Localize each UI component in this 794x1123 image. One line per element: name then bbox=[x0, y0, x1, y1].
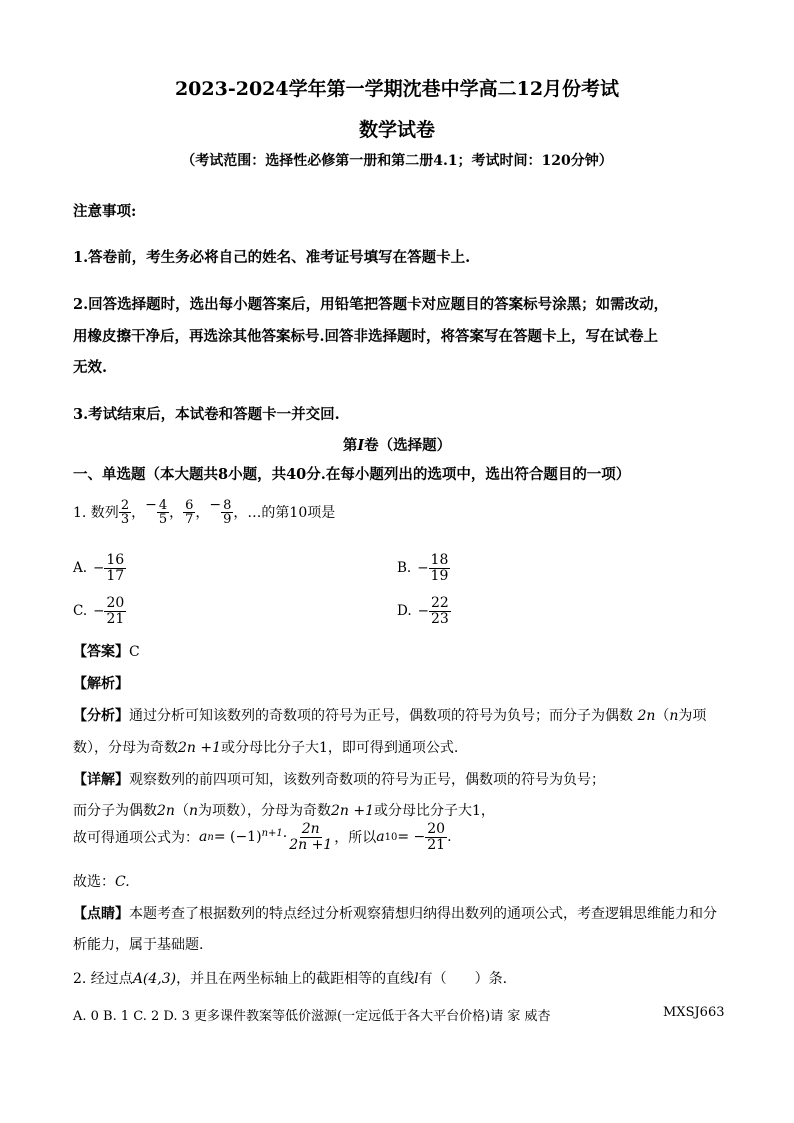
q1-dianjing-line1: 【点睛】本题考查了根据数列的特点经过分析观察猜想归纳得出数列的通项公式，考查逻辑思维能力和分 bbox=[73, 906, 717, 922]
q1-analysis-tag: 【解析】 bbox=[73, 676, 129, 692]
q1-term-1: $\frac{2}{3}$ bbox=[120, 497, 130, 528]
notice-item-2-line3: 无效. bbox=[73, 359, 108, 376]
q2-options-line: A. 0 B. 1 C. 2 D. 3 更多课件教案等低价滋源(一定远低于各大平台价格)请 家 威杏 bbox=[73, 1009, 551, 1024]
q1-option-d[interactable]: D. − $\frac{22}{23}$ bbox=[397, 595, 449, 627]
q1-formula: 故可得通项公式为： a n = (−1) $^{n+1}$ · $\frac{2n}{2n +1}$ ，所以 a 10 = − $\frac{20}{21}$ . bbox=[73, 821, 452, 853]
q1-answer: 【答案】C bbox=[73, 644, 140, 660]
q1-option-b[interactable]: B. − $\frac{18}{19}$ bbox=[397, 552, 449, 584]
part-title: 第I卷（选择题） bbox=[342, 437, 452, 454]
q2-stem: 2. 经过点A(4,3)，并且在两坐标轴上的截距相等的直线l有（ ）条. bbox=[73, 971, 508, 987]
notice-item-2-line2: 用橡皮擦干净后，再选涂其他答案标号.回答非选择题时，将答案写在答题卡上，写在试卷上 bbox=[73, 328, 659, 345]
notice-item-2-line1: 2.回答选择题时，选出每小题答案后，用铅笔把答题卡对应题目的答案标号涂黑；如需改动， bbox=[73, 296, 669, 313]
q1-term-3: $\frac{6}{7}$ bbox=[185, 497, 194, 528]
q1-xiangjie-line1: 【详解】观察数列的前四项可知，该数列奇数项的符号为正号，偶数项的符号为负号； bbox=[73, 772, 605, 788]
q1-choose: 故选：C. bbox=[73, 874, 130, 890]
exam-subtitle: 数学试卷 bbox=[358, 119, 435, 141]
notice-item-3: 3.考试结束后，本试卷和答题卡一并交回. bbox=[73, 406, 340, 423]
q1-dianjing-line2: 析能力，属于基础题. bbox=[73, 937, 204, 953]
q1-option-a[interactable]: A. − $\frac{16}{17}$ bbox=[73, 552, 125, 584]
section-heading: 一、单选题（本大题共8小题，共40分.在每小题列出的选项中，选出符合题目的一项） bbox=[73, 466, 631, 483]
q1-xiangjie-line2: 而分子为偶数2n（n为项数），分母为奇数2n +1或分母比分子大1， bbox=[73, 803, 495, 819]
q2-code: MXSJ663 bbox=[663, 1005, 725, 1020]
exam-title: 2023-2024学年第一学期沈巷中学高二12月份考试 bbox=[174, 78, 620, 100]
notice-item-1: 1.答卷前，考生务必将自己的姓名、准考证号填写在答题卡上. bbox=[73, 249, 471, 266]
q1-fenxi-line1: 【分析】通过分析可知该数列的奇数项的符号为正号，偶数项的符号为负号；而分子为偶数 2n（n为项 bbox=[73, 708, 707, 724]
q1-prefix: 1. 数列 bbox=[73, 505, 119, 521]
notice-heading: 注意事项: bbox=[73, 203, 137, 220]
exam-scope: （考试范围：选择性必修第一册和第二册4.1；考试时间：120分钟） bbox=[181, 153, 613, 169]
q1-term-2: $\frac{4}{5}$ bbox=[158, 497, 168, 528]
q1-term-4: $\frac{8}{9}$ bbox=[223, 497, 232, 528]
q1-stem: 1. 数列 $\frac{2}{3}$ ， − $\frac{4}{5}$ ， $\frac{6}{7}$ ， − $\frac{8}{9}$ ，…的第10项是 bbox=[73, 497, 336, 528]
q1-fenxi-line2: 数），分母为奇数2n +1或分母比分子大1，即可得到通项公式. bbox=[73, 740, 459, 756]
q1-option-c[interactable]: C. − $\frac{20}{21}$ bbox=[73, 595, 125, 627]
